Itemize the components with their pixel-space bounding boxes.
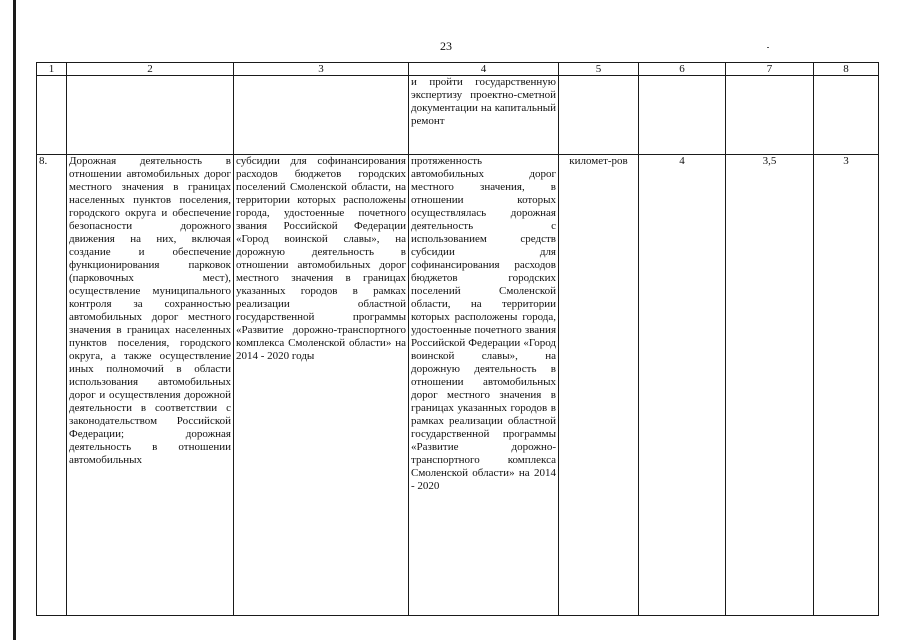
continuation-row — [37, 76, 879, 155]
page-number: 23 — [440, 39, 452, 53]
header-col-3: 3 — [234, 63, 409, 76]
row-8-subsidy-description: субсидии для софинансирования расходов бюджетов городских поселений Смоленской области, на территории которых расположены города, удостоенные почетного звания Российской Федерации «Город воинской славы», на дорожную деятельность в отношении автомобильных дорог местного значения в границах указанных городов в рамках реализации областной государственной программы «Развитие дорожно-транспортного комплекса Смоленской области» на 2014 - 2020 годы — [234, 155, 409, 616]
scan-speck — [767, 47, 769, 48]
header-col-7: 7 — [726, 63, 814, 76]
row-8-value-col8: 3 — [814, 155, 879, 616]
cont-cell-6 — [639, 76, 726, 155]
row-8-value-col7: 3,5 — [726, 155, 814, 616]
row-8-number: 8. — [37, 155, 67, 616]
header-col-6: 6 — [639, 63, 726, 76]
scan-edge-bar — [13, 0, 16, 640]
header-col-2: 2 — [67, 63, 234, 76]
header-col-4: 4 — [409, 63, 559, 76]
cont-cell-2 — [67, 76, 234, 155]
row-8-value-col6: 4 — [639, 155, 726, 616]
cont-cell-5 — [559, 76, 639, 155]
data-table — [36, 62, 879, 616]
cont-cell-4: и пройти государственную экспертизу проектно-сметной документации на капитальный ремонт — [409, 76, 559, 155]
cont-cell-1 — [37, 76, 67, 155]
cont-cell-8 — [814, 76, 879, 155]
row-8-indicator-description: протяженность автомобильных дорог местного значения, в отношении которых осуществлялась дорожная деятельность с использованием средств субсидии для софинансирования расходов бюджетов городских поселений Смоленской области, на территории которых расположены города, удостоенные почетного звания Российской Федерации «Город воинской славы», на дорожную деятельность в отношении автомобильных дорог местного значения в границах указанных городов в рамках реализации областной государственной программы «Развитие дорожно-транспортного комплекса Смоленской области» на 2014 - 2020 — [409, 155, 559, 616]
header-col-5: 5 — [559, 63, 639, 76]
header-row — [37, 63, 879, 76]
header-col-8: 8 — [814, 63, 879, 76]
header-col-1: 1 — [37, 63, 67, 76]
row-8-authority-description: Дорожная деятельность в отношении автомобильных дорог местного значения в границах населенных пунктов поселения, городского округа и обеспечение безопасности дорожного движения на них, включая создание и обеспечение функционирования парковок (парковочных мест), осуществление муниципального контроля за сохранностью автомобильных дорог местного значения в границах населенных пунктов поселения, городского округа, а также осуществление иных полномочий в области использования автомобильных дорог и осуществления дорожной деятельности в соответствии с законодательством Российской Федерации; дорожная деятельность в отношении автомобильных — [67, 155, 234, 616]
row-8 — [37, 155, 879, 616]
cont-cell-3 — [234, 76, 409, 155]
cont-cell-7 — [726, 76, 814, 155]
row-8-unit: километ-ров — [559, 155, 639, 616]
